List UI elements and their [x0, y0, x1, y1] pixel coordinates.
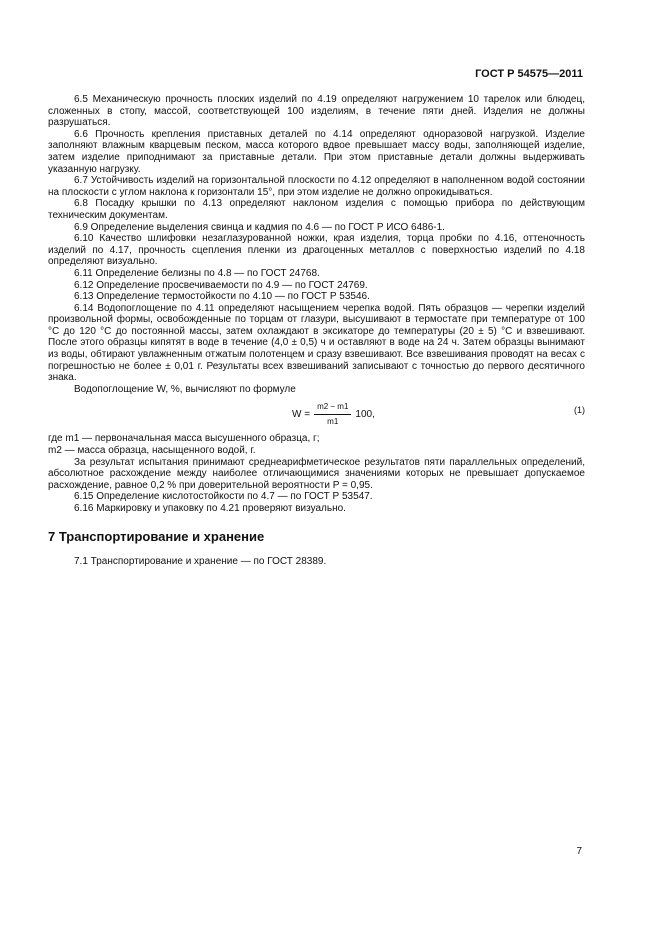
paragraph-6-10: 6.10 Качество шлифовки незаглазурованной ножки, края изделия, торца пробки по 4.16, оттеночность изделий по 4.17, прочность сцепления пленки из драгоценных металлов с поверхностью изделий по 4.18 определяют визуально.	[48, 233, 585, 268]
paragraph-6-11: 6.11 Определение белизны по 4.8 — по ГОСТ 24768.	[74, 267, 320, 279]
section-7-title: 7 Транспортирование и хранение	[48, 528, 265, 544]
formula-factor: 100,	[355, 408, 375, 420]
definition-m2: m2 — масса образца, насыщенного водой, г.	[48, 445, 256, 457]
document-body	[48, 94, 585, 568]
paragraph-6-16: 6.16 Маркировку и упаковку по 4.21 проверяют визуально.	[74, 503, 346, 514]
paragraph-6-9: 6.9 Определение выделения свинца и кадмия по 4.6 — по ГОСТ Р ИСО 6486-1.	[74, 221, 445, 233]
definition-m1: где m1 — первоначальная масса высушенного образца, г;	[48, 433, 320, 445]
paragraph-6-6: 6.6 Прочность крепления приставных деталей по 4.14 определяют одноразовой нагрузкой. Изделие заполняют влажным кварцевым песком, масса которого вдвое превышает массу воды, заполняющей изделие, затем изделие приподнимают за приставные детали. При этом приставные детали должны выдерживать указанную нагрузку.	[48, 128, 585, 175]
formula-denominator: m1	[327, 417, 339, 427]
standard-header: ГОСТ Р 54575—2011	[475, 68, 583, 80]
paragraph-6-14: 6.14 Водопоглощение по 4.11 определяют насыщением черепка водой. Пять образцов — черепки изделий произвольной формы, освобожденные по торцам от глазури, высушивают в термостате при температуре от 100 °С до 120 °С до постоянной массы, затем охлаждают в эксикаторе до температуры (20 ± 5) °С и взвешивают. После этого образцы кипятят в воде в течение (4,0 ± 0,5) ч и оставляют в воде на 24 ч. Затем образцы вынимают из воды, обтирают увлажненным отжатым полотенцем и сразу взвешивают. Все взвешивания проводят на весах с погрешностью не более ± 0,01 г. Результаты всех взвешиваний записывают с точностью до первого десятичного знака.	[48, 302, 585, 384]
paragraph-7-1: 7.1 Транспортирование и хранение — по ГОСТ 28389.	[74, 556, 327, 568]
result-paragraph: За результат испытания принимают среднеарифметическое результатов пяти параллельных определений, абсолютное расхождение между наиболее отличающимися значениями которых не превышает допускаемое расхождение, равное 0,2 % при доверительной вероятности P = 0,95.	[48, 456, 585, 491]
formula-lhs: W =	[292, 408, 311, 420]
paragraph-6-15: 6.15 Определение кислотостойкости по 4.7 — по ГОСТ Р 53547.	[74, 491, 373, 503]
formula-fraction	[314, 401, 351, 427]
page-number: 7	[576, 846, 582, 857]
formula-numerator: m2 − m1	[314, 401, 351, 415]
paragraph-6-5: 6.5 Механическую прочность плоских изделий по 4.19 определяют нагружением 10 тарелок или блюдец, сложенных в стопу, массой, соответствующей 100 изделиям, в течение пяти дней. Изделия не должны разрушаться.	[48, 94, 585, 129]
paragraph-6-7: 6.7 Устойчивость изделий на горизонтальной плоскости по 4.12 определяют в наполненном водой состоянии на плоскости с углом наклона к горизонтали 15°, при этом изделие не должно опрокидываться.	[48, 175, 585, 198]
formula-intro: Водопоглощение W, %, вычисляют по формуле	[74, 383, 296, 395]
formula	[292, 401, 375, 427]
paragraph-6-8: 6.8 Посадку крышки по 4.13 определяют наклоном изделия с помощью прибора по действующим техническим документам.	[48, 198, 585, 221]
formula-block	[48, 397, 585, 433]
paragraph-6-13: 6.13 Определение термостойкости по 4.10 — по ГОСТ Р 53546.	[74, 291, 370, 303]
equation-number: (1)	[574, 405, 585, 416]
paragraph-6-12: 6.12 Определение просвечиваемости по 4.9 — по ГОСТ 24769.	[74, 279, 368, 291]
